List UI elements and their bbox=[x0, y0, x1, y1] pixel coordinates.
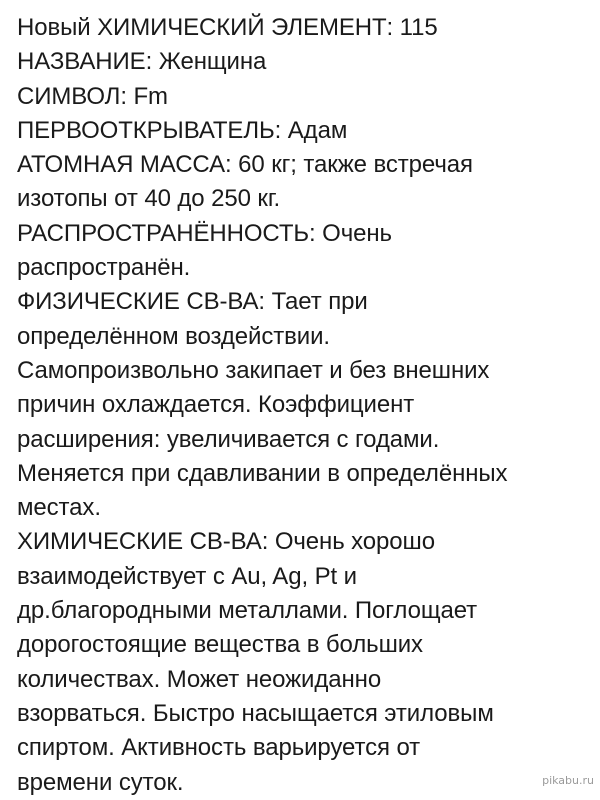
text-line: количествах. Может неожиданно bbox=[17, 665, 382, 693]
text-line: определённом воздействии. bbox=[17, 322, 330, 350]
text-line: изотопы от 40 до 250 кг. bbox=[17, 185, 281, 213]
text-line: спиртом. Активность варьируется от bbox=[17, 734, 421, 762]
text-line: ФИЗИЧЕСКИЕ СВ-ВА: Тает при bbox=[17, 288, 368, 316]
text-line: Новый ХИМИЧЕСКИЙ ЭЛЕМЕНТ: 115 bbox=[17, 14, 438, 41]
text-line: ПЕРВООТКРЫВАТЕЛЬ: Адам bbox=[17, 116, 348, 144]
text-line: времени суток. bbox=[17, 768, 184, 796]
text-line: местах. bbox=[17, 494, 101, 522]
text-line: НАЗВАНИЕ: Женщина bbox=[17, 48, 267, 76]
text-line: ХИМИЧЕСКИЕ СВ-ВА: Очень хорошо bbox=[17, 528, 435, 556]
text-line: расширения: увеличивается с годами. bbox=[17, 425, 440, 453]
text-line: Меняется при сдавливании в определённых bbox=[17, 459, 508, 487]
text-line: причин охлаждается. Коэффициент bbox=[17, 391, 415, 419]
watermark: pikabu.ru bbox=[542, 774, 594, 787]
text-line: взорваться. Быстро насыщается этиловым bbox=[17, 699, 494, 727]
text-line: СИМВОЛ: Fm bbox=[17, 82, 168, 110]
text-line: дорогостоящие вещества в больших bbox=[17, 631, 423, 659]
text-line: Самопроизвольно закипает и без внешних bbox=[17, 356, 490, 384]
text-line: взаимодействует с Au, Ag, Pt и bbox=[17, 562, 357, 590]
text-line: др.благородными металлами. Поглощает bbox=[17, 597, 478, 625]
document-text bbox=[17, 11, 587, 800]
text-line: РАСПРОСТРАНЁННОСТЬ: Очень bbox=[17, 219, 392, 247]
text-line: АТОМНАЯ МАССА: 60 кг; также встречая bbox=[17, 151, 473, 179]
text-line: распространён. bbox=[17, 254, 191, 282]
